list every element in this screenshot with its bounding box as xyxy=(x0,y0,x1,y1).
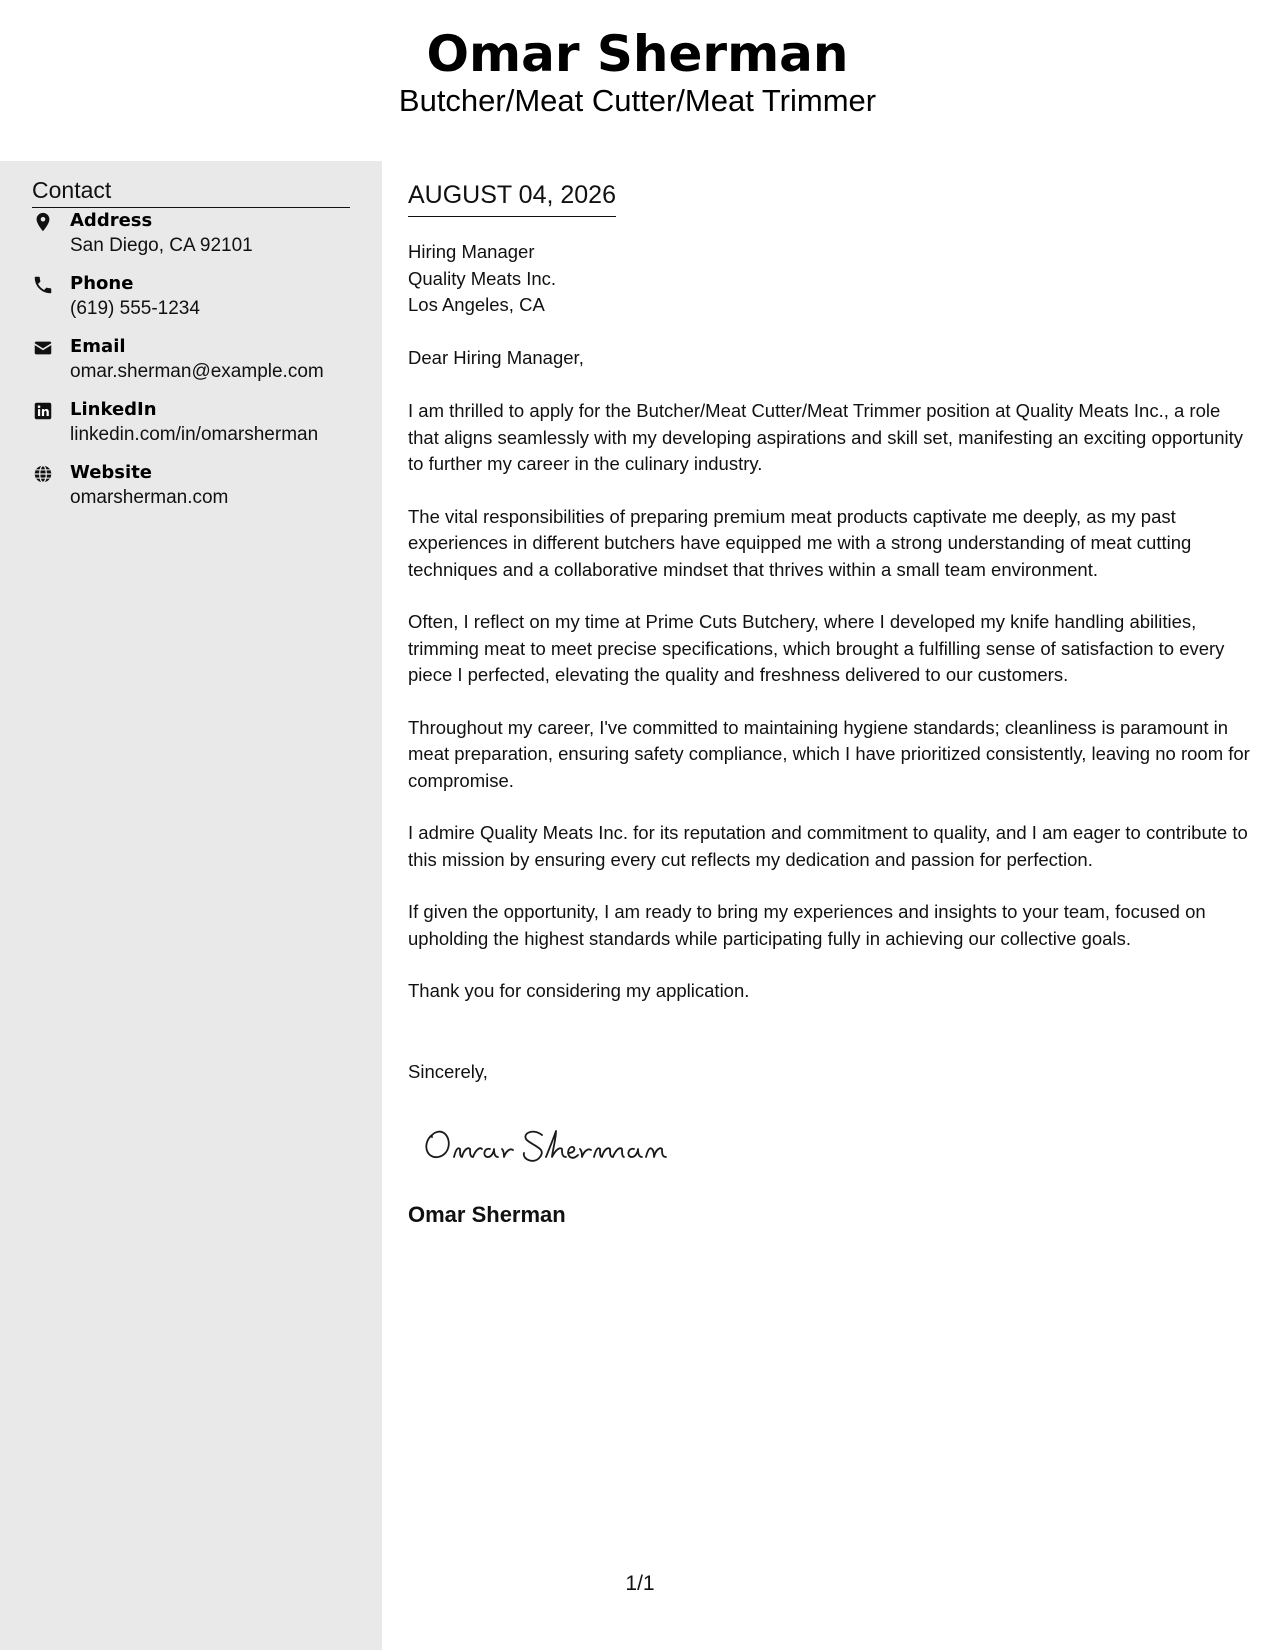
letter-paragraph: Throughout my career, I've committed to maintaining hygiene standards; cleanliness is paramount in meat preparation, ensuring safety compliance, which I have prioritized consistently, leaving no room for compromise. xyxy=(408,716,1250,791)
applicant-name: Omar Sherman xyxy=(426,25,849,83)
address-value: San Diego, CA 92101 xyxy=(70,235,253,256)
contact-label: LinkedIn xyxy=(70,399,157,420)
contact-label: Email xyxy=(70,336,126,357)
contact-label: Address xyxy=(70,210,153,231)
phone-icon xyxy=(32,274,54,296)
recipient-line: Hiring Manager xyxy=(408,241,535,262)
job-title: Butcher/Meat Cutter/Meat Trimmer xyxy=(398,83,877,118)
letter-paragraph: Often, I reflect on my time at Prime Cuts Butchery, where I developed my knife handling abilities, trimming meat to meet precise specifications, which brought a fulfilling sense of satisfaction to every piece I perfected, elevating the quality and freshness delivered to our customers. xyxy=(408,611,1225,685)
header xyxy=(0,0,1275,160)
linkedin-value[interactable]: linkedin.com/in/omarsherman xyxy=(70,424,319,445)
letter-paragraph: The vital responsibilities of preparing premium meat products captivate me deeply, as my past experiences in different butchers have equipped me with a strong understanding of meat cutting techniques and a collaborative mindset that thrives within a small team environment. xyxy=(408,505,1192,580)
page-number: 1/1 xyxy=(625,1572,655,1595)
letter-paragraph: I am thrilled to apply for the Butcher/Meat Cutter/Meat Trimmer position at Quality Meats Inc., a role that aligns seamlessly with my developing aspirations and skill set, manifesting an exciting opportunity to further my career in the culinary industry. xyxy=(408,400,1243,474)
email-value[interactable]: omar.sherman@example.com xyxy=(70,361,324,382)
recipient-block xyxy=(408,239,556,319)
contact-label: Website xyxy=(70,462,153,483)
letter-paragraph: Thank you for considering my application. xyxy=(408,980,750,1001)
map-pin-icon xyxy=(32,211,54,233)
signer-name: Omar Sherman xyxy=(408,1202,566,1227)
letter-paragraph: If given the opportunity, I am ready to bring my experiences and insights to your team, focused on upholding the highest standards while participating fully in achieving our collective goals. xyxy=(408,901,1206,949)
salutation: Dear Hiring Manager, xyxy=(408,347,584,368)
contact-label: Phone xyxy=(70,273,134,294)
letter-paragraph: I admire Quality Meats Inc. for its reputation and commitment to quality, and I am eager to contribute to this mission by ensuring every cut reflects my dedication and passion for perfection. xyxy=(408,822,1248,870)
phone-value: (619) 555-1234 xyxy=(70,298,200,319)
handwritten-signature xyxy=(418,1113,678,1173)
linkedin-icon xyxy=(32,400,54,422)
website-value[interactable]: omarsherman.com xyxy=(70,487,229,508)
recipient-line: Los Angeles, CA xyxy=(408,294,545,315)
contact-heading: Contact xyxy=(32,175,350,208)
letter-paragraphs xyxy=(408,398,1253,1031)
contact-sidebar xyxy=(0,161,382,1650)
globe-icon xyxy=(32,463,54,485)
closing: Sincerely, xyxy=(408,1061,488,1082)
envelope-icon xyxy=(32,337,54,359)
letter-date: AUGUST 04, 2026 xyxy=(408,179,616,217)
recipient-line: Quality Meats Inc. xyxy=(408,267,557,289)
